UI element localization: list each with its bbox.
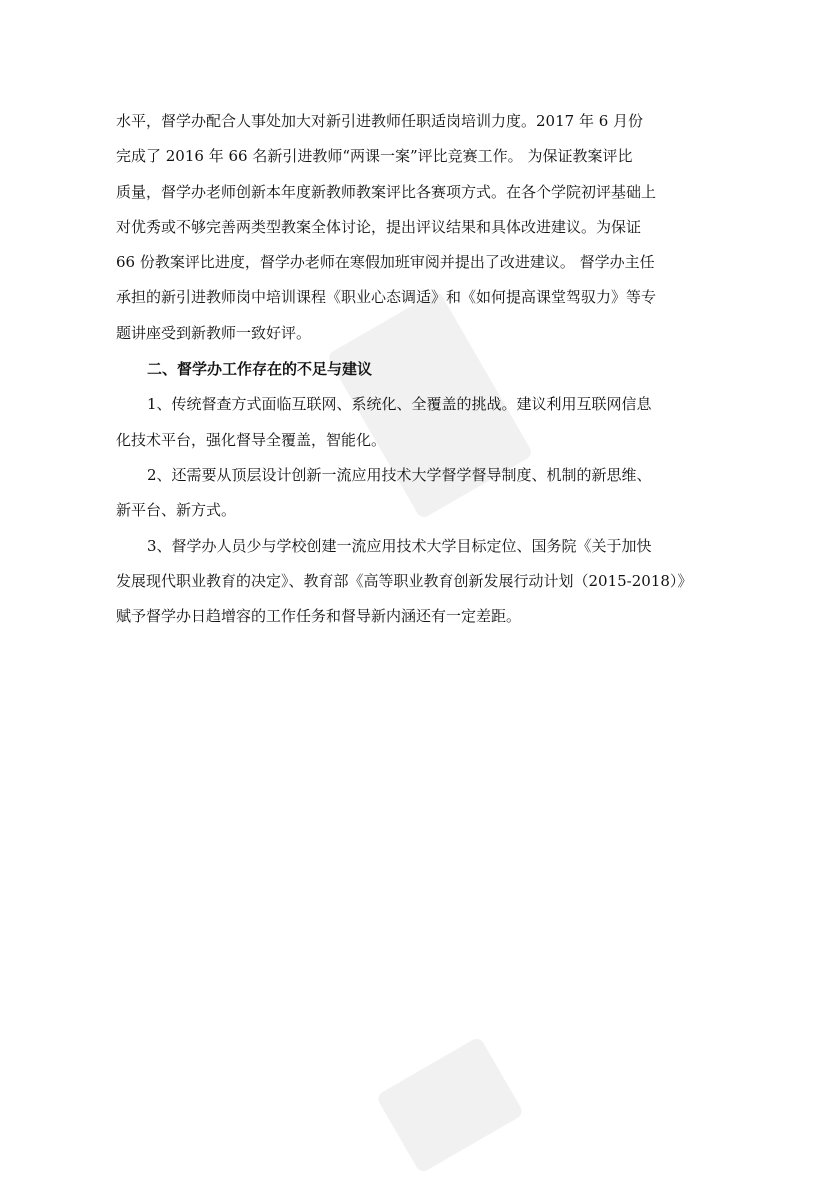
text-line: 化技术平台，强化督导全覆盖，智能化。: [116, 430, 387, 449]
document-body: [116, 104, 716, 634]
text-line: 2、还需要从顶层设计创新一流应用技术大学督学督导制度、机制的新思维、: [147, 465, 652, 484]
text-line: 新平台、新方式。: [116, 501, 237, 520]
text-line: 发展现代职业教育的决定》、教育部《高等职业教育创新发展行动计划（2015-2018）》: [116, 571, 693, 590]
text-line: 3、督学办人员少与学校创建一流应用技术大学目标定位、国务院《关于加快: [147, 536, 652, 555]
list-item-1: [116, 387, 716, 458]
text-line: 1、传统督查方式面临互联网、系统化、全覆盖的挑战。建议利用互联网信息: [147, 395, 652, 414]
list-item-2: [116, 458, 716, 529]
text-line: 66 份教案评比进度，督学办老师在寒假加班审阅并提出了改进建议。 督学办主任: [116, 253, 655, 272]
text-line: 对优秀或不够完善两类型教案全体讨论，提出评议结果和具体改进建议。为保证: [116, 217, 642, 236]
section-heading: 二、督学办工作存在的不足与建议: [147, 360, 373, 379]
text-line: 完成了 2016 年 66 名新引进教师“两课一案”评比竞赛工作。 为保证教案评比: [116, 147, 633, 166]
text-line: 题讲座受到新教师一致好评。: [116, 323, 312, 342]
text-line: 水平，督学办配合人事处加大对新引进教师任职适岗培训力度。2017 年 6 月份: [116, 112, 644, 130]
text-line: 承担的新引进教师岗中培训课程《职业心态调适》和《如何提高课堂驾驭力》等专: [116, 288, 657, 307]
list-item-3: [116, 529, 716, 635]
paragraph-1: [116, 104, 716, 351]
text-line: 质量，督学办老师创新本年度新教师教案评比各赛项方式。在各个学院初评基础上: [116, 182, 657, 201]
text-line: 赋予督学办日趋增容的工作任务和督导新内涵还有一定差距。: [116, 607, 522, 626]
watermark-logo: [362, 1022, 538, 1187]
